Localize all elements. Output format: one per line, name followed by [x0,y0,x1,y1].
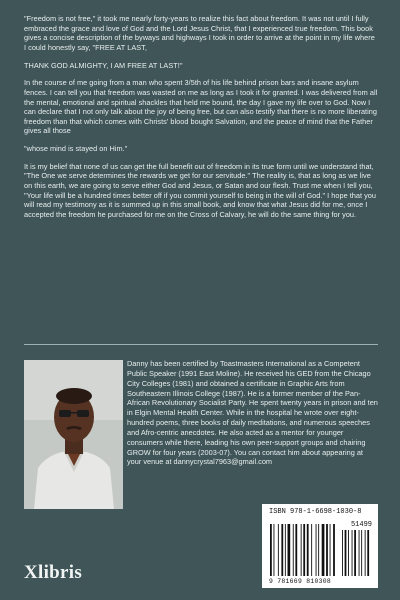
barcode-bars [268,518,372,578]
isbn-barcode [262,504,378,588]
blurb-paragraph-4: "whose mind is stayed on Him." [24,144,128,154]
isbn-label: ISBN 978-1-6698-1030-8 [269,508,362,516]
blurb-text [24,14,378,228]
barcode-number: 9 781669 810308 [269,578,332,585]
author-bio-text: Danny has been certified by Toastmasters International as a Competent Public Speaker (1991 East Moline). He received his GED from the Chicago City Colleges (1981) and obtained a certificate in Graphic Arts from Southeastern Illinois College (1987). He is a former member of the Pan-African Revolutionary Socialist Party. He spent twenty years in prison and ten in Elgin Mental Health Center. While in the hospital he wrote over eight-hundred poems, three books of daily meditations, and numerous speeches and Afro-centric anecdotes. He also acted as a mentor for younger consumers while there, leading his own peer-support groups and chairing GROW for four years (2003-07). You can contact him about appearing at your venue at dannycrystal7963@gmail.com [127,359,378,467]
blurb-paragraph-1: "Freedom is not free," it took me nearly forty-years to realize this fact about freedom. It was not until I fully embraced the grace and love of God and the Lord Jesus Christ, that I experienced true freedom. This book gives a concise description of the byways and highways I took in order to arrive at the point in my life where I could honestly say, "FREE AT LAST, [24,14,375,52]
author-bio [24,359,378,511]
publisher-logo: Xlibris [24,562,83,583]
blurb-paragraph-5: It is my belief that none of us can get the full benefit out of freedom in its true form until we understand that, "The One we serve determines the rewards we get for our servitude." The reality is, that as long as we live on this earth, we are going to serve either God and Jesus, or Satan and our flesh. Trust me when I tell you, "Your life will be a hundred times better off if you commit yourself to being in the will of God." I hope that you will read my testimony as it is summed up in this small book, and know that what Jesus did for me, once I accepted the freedom he purchased for me on the Cross of Calvary, he will do the same thing for you. [24,161,377,219]
price-code: 51499 [350,521,372,529]
blurb-paragraph-3: In the course of me going from a man who spent 3/5th of his life behind prison bars and insane asylum fences. I can tell you that freedom was wasted on me as long as I took it for granted. I was delivered from all the mental, emotional and spiritual shackles that held me bound, the day I gave my life over to God. Now I can declare that I not only talk about the joy of being free, but can also testify that there is no more liberating freedom than that which comes with Christs' blood bought Salvation, and the peace of mind that the Father gives all those [24,78,378,136]
divider [24,344,378,345]
blurb-paragraph-2: THANK GOD ALMIGHTY, I AM FREE AT LAST!" [24,60,183,70]
